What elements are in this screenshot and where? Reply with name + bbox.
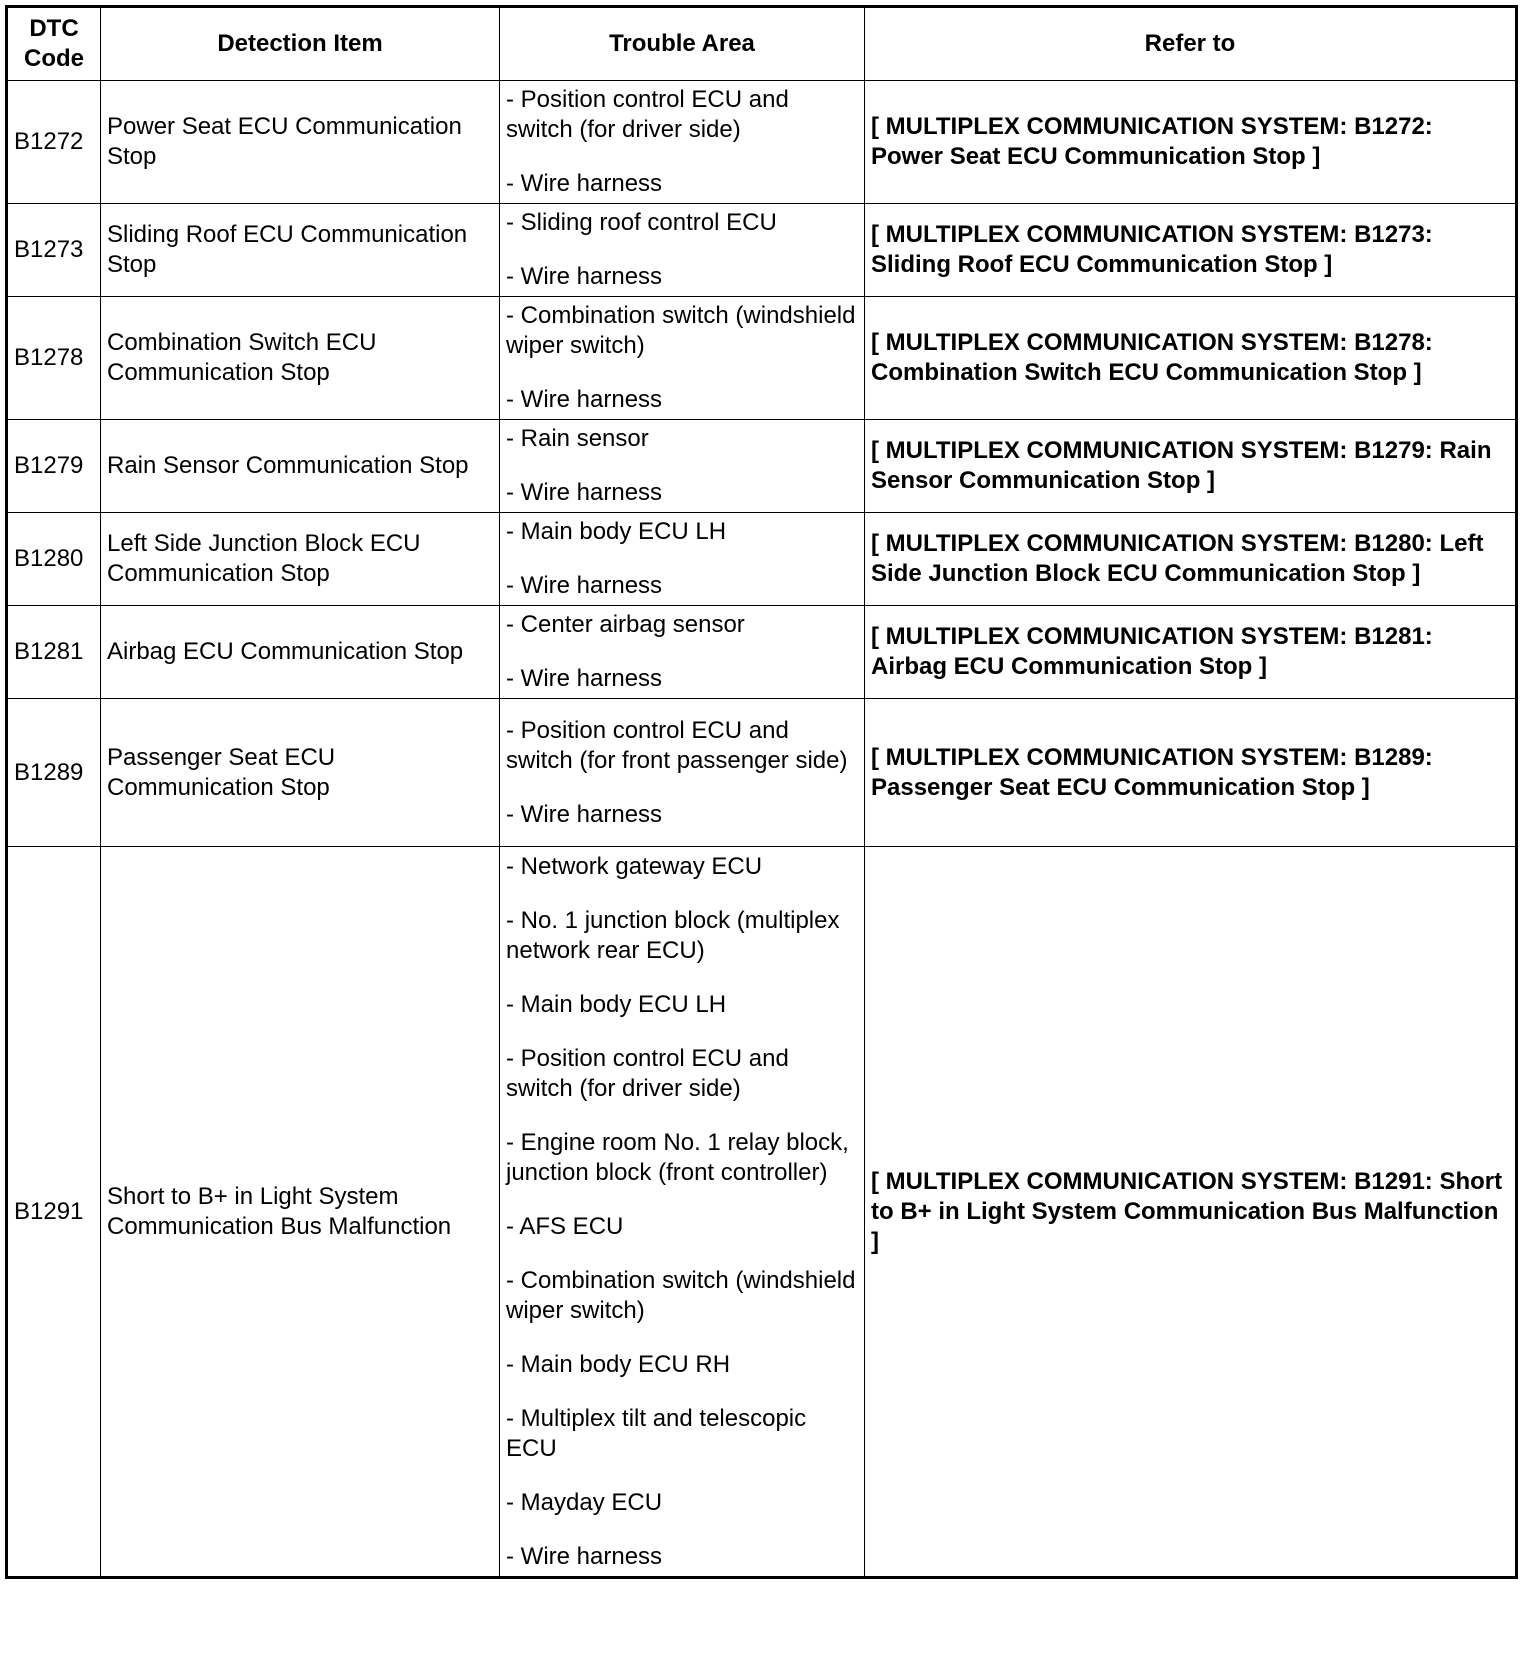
detection-item-cell: Combination Switch ECU Communication Stop	[101, 297, 500, 420]
detection-item-cell: Sliding Roof ECU Communication Stop	[101, 204, 500, 297]
dtc-code-cell: B1273	[7, 204, 101, 297]
refer-to-link[interactable]: [ MULTIPLEX COMMUNICATION SYSTEM: B1289: Passenger Seat ECU Communication Stop ]	[865, 699, 1517, 847]
detection-item-cell: Airbag ECU Communication Stop	[101, 606, 500, 699]
dtc-code-cell: B1272	[7, 81, 101, 204]
dtc-code-cell: B1278	[7, 297, 101, 420]
trouble-area-item: - Wire harness	[506, 170, 663, 197]
header-refer-to: Refer to	[865, 7, 1517, 81]
detection-item-cell: Left Side Junction Block ECU Communication Stop	[101, 513, 500, 606]
trouble-area-item: - Position control ECU and switch (for driver side)	[506, 86, 789, 143]
trouble-area-item: - Network gateway ECU	[506, 852, 763, 880]
trouble-area-cell	[500, 606, 865, 699]
trouble-area-cell	[500, 297, 865, 420]
trouble-area-item: - Position control ECU and switch (for front passenger side)	[506, 716, 848, 774]
trouble-area-item: - Multiplex tilt and telescopic ECU	[506, 1404, 807, 1462]
trouble-area-cell	[500, 204, 865, 297]
table-row	[7, 606, 1517, 699]
trouble-area-item: - No. 1 junction block (multiplex network rear ECU)	[506, 906, 840, 964]
trouble-area-item: - Sliding roof control ECU	[506, 209, 777, 236]
table-row	[7, 513, 1517, 606]
header-row	[7, 7, 1517, 81]
trouble-area-item: - Wire harness	[506, 572, 663, 599]
trouble-area-cell	[500, 847, 865, 1578]
trouble-area-item: - AFS ECU	[506, 1212, 624, 1240]
detection-item-cell: Short to B+ in Light System Communication Bus Malfunction	[101, 847, 500, 1578]
table-row	[7, 297, 1517, 420]
detection-item-cell: Power Seat ECU Communication Stop	[101, 81, 500, 204]
trouble-area-cell	[500, 420, 865, 513]
trouble-area-item: - Engine room No. 1 relay block, junction block (front controller)	[506, 1128, 849, 1186]
trouble-area-item: - Center airbag sensor	[506, 611, 745, 638]
table-row	[7, 847, 1517, 1578]
header-detection-item: Detection Item	[101, 7, 500, 81]
trouble-area-cell	[500, 513, 865, 606]
table-row	[7, 204, 1517, 297]
table-body	[7, 81, 1517, 1578]
trouble-area-item: - Wire harness	[506, 665, 663, 692]
trouble-area-item: - Main body ECU LH	[506, 518, 727, 545]
trouble-area-item: - Combination switch (windshield wiper switch)	[506, 302, 856, 359]
dtc-code-cell: B1291	[7, 847, 101, 1578]
detection-item-cell: Passenger Seat ECU Communication Stop	[101, 699, 500, 847]
trouble-area-item: - Position control ECU and switch (for driver side)	[506, 1044, 789, 1102]
table-row	[7, 420, 1517, 513]
trouble-area-item: - Main body ECU LH	[506, 990, 727, 1018]
refer-to-link[interactable]: [ MULTIPLEX COMMUNICATION SYSTEM: B1278: Combination Switch ECU Communication Stop ]	[865, 297, 1517, 420]
trouble-area-item: - Mayday ECU	[506, 1488, 663, 1516]
dtc-code-cell: B1281	[7, 606, 101, 699]
table-row	[7, 81, 1517, 204]
trouble-area-item: - Wire harness	[506, 263, 663, 290]
trouble-area-cell	[500, 699, 865, 847]
refer-to-link[interactable]: [ MULTIPLEX COMMUNICATION SYSTEM: B1272: Power Seat ECU Communication Stop ]	[865, 81, 1517, 204]
trouble-area-item: - Wire harness	[506, 1542, 663, 1570]
trouble-area-item: - Wire harness	[506, 479, 663, 506]
refer-to-link[interactable]: [ MULTIPLEX COMMUNICATION SYSTEM: B1279: Rain Sensor Communication Stop ]	[865, 420, 1517, 513]
header-dtc-code: DTC Code	[7, 7, 101, 81]
trouble-area-item: - Main body ECU RH	[506, 1350, 731, 1378]
detection-item-cell: Rain Sensor Communication Stop	[101, 420, 500, 513]
refer-to-link[interactable]: [ MULTIPLEX COMMUNICATION SYSTEM: B1281: Airbag ECU Communication Stop ]	[865, 606, 1517, 699]
dtc-code-cell: B1279	[7, 420, 101, 513]
header-trouble-area: Trouble Area	[500, 7, 865, 81]
trouble-area-item: - Wire harness	[506, 386, 663, 413]
refer-to-link[interactable]: [ MULTIPLEX COMMUNICATION SYSTEM: B1291: Short to B+ in Light System Communication Bus Malfunction ]	[865, 847, 1517, 1578]
refer-to-link[interactable]: [ MULTIPLEX COMMUNICATION SYSTEM: B1273: Sliding Roof ECU Communication Stop ]	[865, 204, 1517, 297]
dtc-code-cell: B1289	[7, 699, 101, 847]
trouble-area-item: - Combination switch (windshield wiper switch)	[506, 1266, 856, 1324]
refer-to-link[interactable]: [ MULTIPLEX COMMUNICATION SYSTEM: B1280: Left Side Junction Block ECU Communication Stop ]	[865, 513, 1517, 606]
trouble-area-item: - Rain sensor	[506, 425, 649, 452]
trouble-area-item: - Wire harness	[506, 800, 663, 828]
trouble-area-cell	[500, 81, 865, 204]
table-row	[7, 699, 1517, 847]
dtc-table	[5, 5, 1518, 1579]
dtc-code-cell: B1280	[7, 513, 101, 606]
